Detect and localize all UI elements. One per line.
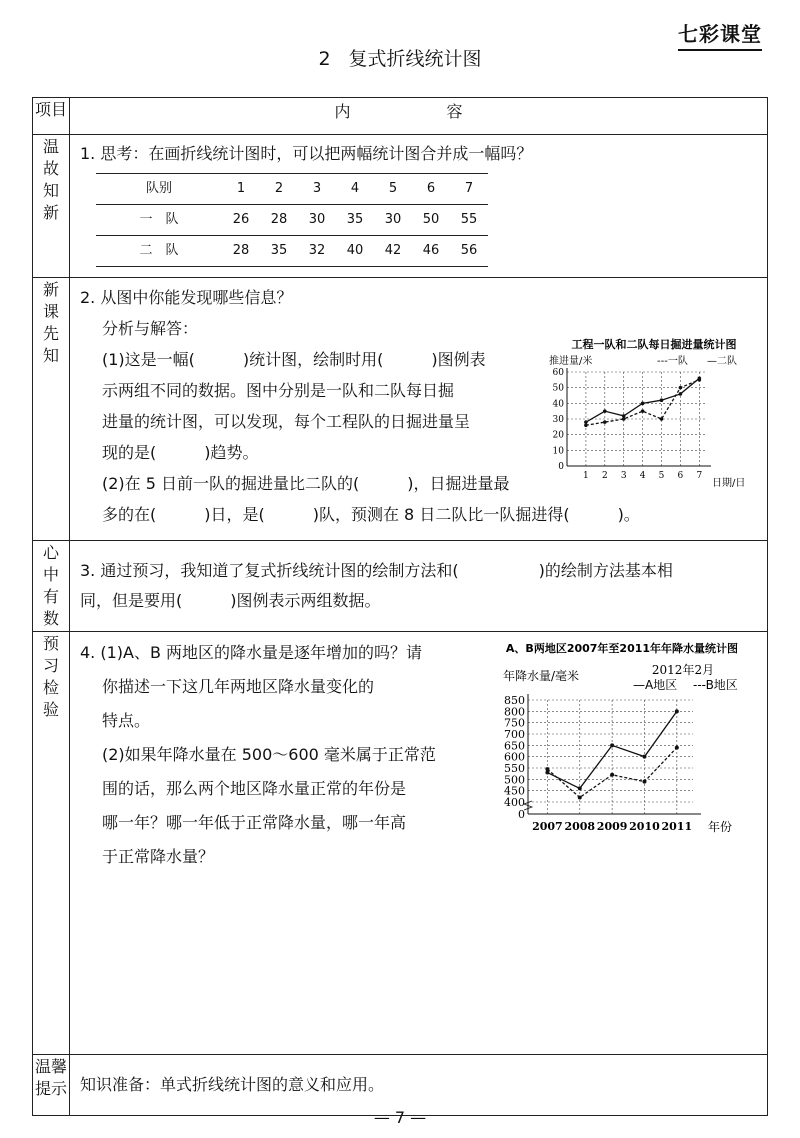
data-point: [641, 402, 645, 406]
x-tick-label: 2007: [532, 820, 563, 833]
table-cell: 55: [450, 205, 488, 236]
content-table: [32, 97, 768, 1116]
question-4-line-1: 4. (1)A、B 两地区的降水量是逐年增加的吗？请: [80, 643, 423, 662]
part-1-line-a: (1)这是一幅( )统计图，绘制时用( )图例表: [102, 350, 486, 369]
y-tick-label: 600: [504, 750, 525, 764]
section-new-lesson: [33, 278, 768, 541]
y-tick-label: 800: [504, 705, 525, 719]
y-tick-label: 60: [552, 368, 564, 378]
label-tip: 温馨 提示: [33, 1055, 70, 1116]
table-row: [96, 236, 488, 267]
x-tick-label: 2009: [596, 820, 628, 833]
y-tick-label: 0: [558, 462, 564, 472]
chart-title: 工程一队和二队每日掘进量统计图: [571, 338, 737, 351]
data-point: [679, 386, 683, 390]
team-data-table: [96, 173, 488, 267]
y-tick-label: 10: [552, 446, 564, 457]
chart-title: A、B两地区2007年至2011年年降水量统计图: [505, 642, 739, 655]
section-preview-check: [33, 632, 768, 1055]
title-number: 2: [318, 48, 331, 70]
chart-ylabel: 推进量/米: [549, 356, 593, 367]
table-cell: 32: [298, 236, 336, 267]
label-summary: 心 中 有 数: [33, 541, 70, 632]
brand-logo: 七彩课堂: [678, 18, 762, 51]
y-tick-label: 550: [504, 762, 525, 775]
label-new-lesson: 新 课 先 知: [33, 278, 70, 541]
chart-ylabel: 年降水量/毫米: [503, 669, 580, 683]
table-cell: 队别: [96, 174, 222, 205]
y-tick-label: 450: [504, 784, 525, 798]
question-2: 2. 从图中你能发现哪些信息？: [80, 288, 293, 307]
table-cell: 7: [450, 174, 488, 205]
data-point: [603, 409, 607, 413]
question-4-line-2: 你描述一下这几年两地区降水量变化的: [102, 677, 375, 696]
question-4-line-6: 哪一年？哪一年低于正常降水量，哪一年高: [102, 813, 407, 832]
table-row: [96, 205, 488, 236]
preview-check-body: [70, 632, 768, 1055]
table-cell: 30: [374, 205, 412, 236]
part-1-line-d: 现的是( )趋势。: [102, 443, 259, 462]
page-title: [0, 44, 800, 71]
table-cell: 26: [222, 205, 260, 236]
review-body: [70, 135, 768, 278]
chart-xlabel: 年份: [708, 820, 733, 834]
y-tick-label: 50: [552, 383, 564, 394]
tip-body: [70, 1055, 768, 1116]
data-point: [584, 420, 588, 424]
team-progress-chart: [547, 336, 761, 504]
x-tick-label: 6: [677, 471, 684, 481]
data-point: [660, 398, 664, 402]
legend-team2: —二队: [707, 356, 737, 367]
y-tick-label: 500: [504, 773, 525, 787]
data-point: [610, 773, 614, 777]
question-3-line-2: 同，但是要用( )图例表示两组数据。: [80, 591, 381, 610]
rainfall-chart: [483, 640, 761, 840]
table-cell: 6: [412, 174, 450, 205]
table-cell: 40: [336, 236, 374, 267]
table-cell: 35: [336, 205, 374, 236]
header-content: 内 容: [70, 98, 768, 135]
x-tick-label: 4: [639, 471, 646, 481]
y-tick-label: 30: [552, 415, 564, 425]
y-tick-label: 650: [504, 739, 525, 753]
table-cell: 46: [412, 236, 450, 267]
table-cell: 30: [298, 205, 336, 236]
chart-xlabel: 日期/日: [712, 478, 746, 489]
axis-break: [524, 801, 532, 810]
data-point: [578, 795, 582, 799]
header-project: 项目: [33, 98, 70, 135]
table-header-row: [96, 174, 488, 205]
part-1-line-b: 示两组不同的数据。图中分别是一队和二队每日掘: [102, 381, 455, 400]
tip-text: 知识准备：单式折线统计图的意义和应用。: [80, 1075, 385, 1094]
data-point: [698, 376, 702, 380]
data-point: [675, 746, 679, 750]
data-point: [584, 423, 588, 427]
header-row: [33, 98, 768, 135]
table-cell: 42: [374, 236, 412, 267]
analysis-label: 分析与解答：: [102, 319, 199, 338]
question-4-line-3: 特点。: [102, 711, 151, 730]
data-point: [622, 414, 626, 418]
question-4-line-5: 围的话，那么两个地区降水量正常的年份是: [102, 779, 407, 798]
table-cell: 5: [374, 174, 412, 205]
x-tick-label: 2011: [661, 820, 693, 833]
x-tick-label: 3: [620, 471, 627, 481]
label-review: 温 故 知 新: [33, 135, 70, 278]
part-2-line-b: 多的在( )日，是( )队，预测在 8 日二队比一队掘进得( )。: [102, 505, 640, 524]
x-tick-label: 7: [696, 471, 703, 481]
data-point: [675, 709, 679, 713]
data-point: [642, 780, 646, 784]
x-tick-label: 5: [658, 471, 665, 481]
legend-team1: ---一队: [657, 356, 688, 367]
y-tick-label: 20: [552, 430, 564, 441]
question-4-line-7: 于正常降水量？: [102, 847, 215, 866]
data-point: [603, 420, 607, 424]
x-tick-label: 1: [583, 471, 589, 481]
data-point: [610, 743, 614, 747]
page-number: — 7 —: [373, 1108, 427, 1127]
question-4-line-4: (2)如果年降水量在 500～600 毫米属于正常范: [102, 745, 436, 764]
x-tick-label: 2: [601, 471, 608, 481]
data-point: [660, 417, 664, 421]
y-tick-label: 400: [504, 796, 525, 809]
legend-a: —A地区: [633, 678, 678, 692]
table-cell: 4: [336, 174, 374, 205]
data-point: [679, 392, 683, 396]
part-2-line-a: (2)在 5 日前一队的掘进量比二队的( )，日掘进量最: [102, 474, 510, 493]
table-cell: 35: [260, 236, 298, 267]
table-cell: 二 队: [96, 236, 222, 267]
chart-date-note: 2012年2月: [651, 663, 715, 677]
table-cell: 3: [298, 174, 336, 205]
table-cell: 2: [260, 174, 298, 205]
data-point: [578, 786, 582, 790]
y-tick-label: 850: [504, 694, 525, 707]
label-preview-check: 预 习 检 验: [33, 632, 70, 1055]
question-3-line-1: 3. 通过预习，我知道了复式折线统计图的绘制方法和( )的绘制方法基本相: [80, 561, 673, 580]
part-1-line-c: 进量的统计图，可以发现，每个工程队的日掘进量呈: [102, 412, 471, 431]
title-text: 复式折线统计图: [348, 48, 482, 70]
section-summary: [33, 541, 768, 632]
x-tick-label: 2010: [629, 820, 660, 833]
x-tick-label: 2008: [564, 820, 596, 833]
data-point: [545, 767, 549, 771]
data-point: [641, 409, 645, 413]
section-review: [33, 135, 768, 278]
table-cell: 1: [222, 174, 260, 205]
y-tick-label: 0: [518, 808, 525, 821]
section-tip: [33, 1055, 768, 1116]
data-point: [642, 755, 646, 759]
question-1: 1. 思考：在画折线统计图时，可以把两幅统计图合并成一幅吗？: [80, 144, 533, 163]
y-tick-label: 750: [504, 716, 525, 730]
table-cell: 一 队: [96, 205, 222, 236]
y-tick-label: 700: [504, 728, 525, 741]
table-cell: 56: [450, 236, 488, 267]
table-cell: 28: [222, 236, 260, 267]
table-cell: 28: [260, 205, 298, 236]
new-lesson-body: [70, 278, 768, 541]
data-point: [622, 417, 626, 421]
y-tick-label: 40: [552, 399, 564, 410]
legend-b: ---B地区: [693, 678, 738, 692]
table-cell: 50: [412, 205, 450, 236]
summary-body: [70, 541, 768, 632]
